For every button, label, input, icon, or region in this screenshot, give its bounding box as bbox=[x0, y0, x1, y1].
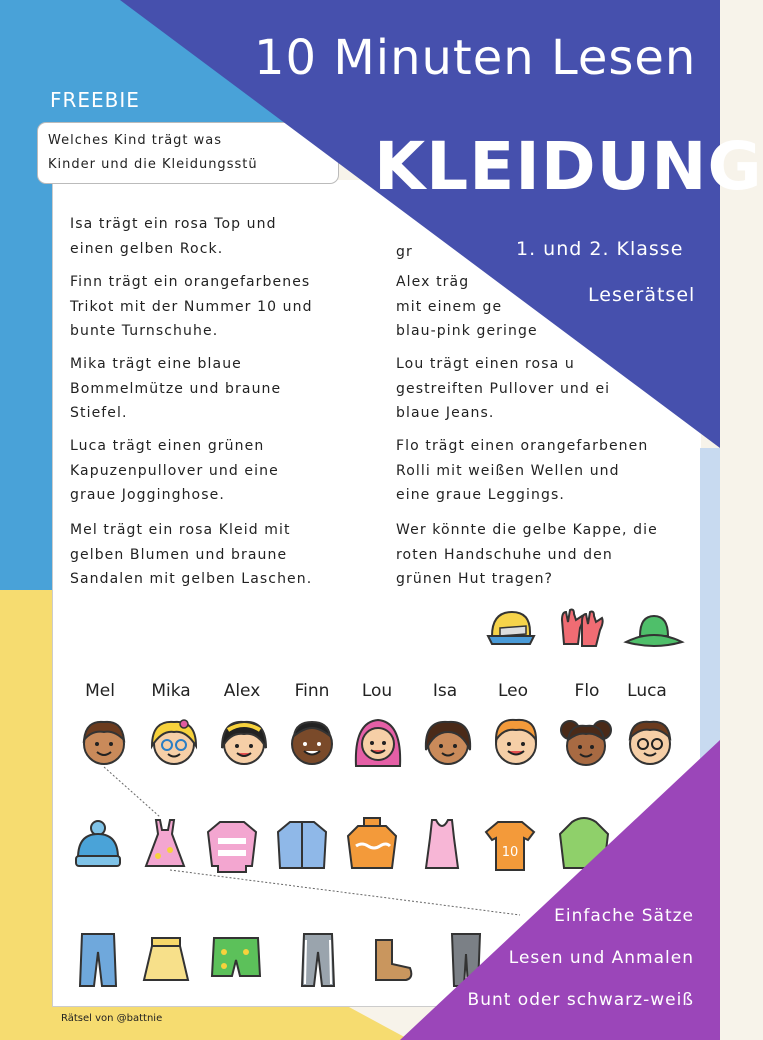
paragraph-mika: Mika trägt eine blaue Bommelmütze und braune Stiefel. bbox=[70, 356, 282, 421]
jersey-number: 10 bbox=[501, 845, 519, 860]
credit-text: Rätsel von @battnie bbox=[61, 1013, 163, 1024]
grade-label: 1. und 2. Klasse bbox=[516, 238, 684, 260]
child-name-lou: Lou bbox=[361, 681, 393, 701]
child-name-mel: Mel bbox=[85, 681, 115, 701]
paragraph-fragment: gr bbox=[396, 244, 413, 260]
child-name-mika: Mika bbox=[151, 681, 191, 701]
subject-title: KLEIDUNG bbox=[374, 128, 763, 205]
type-label: Leserätsel bbox=[588, 284, 696, 306]
child-name-alex: Alex bbox=[223, 681, 261, 701]
paragraph-alex: Alex träg mit einem ge blau-pink geringe bbox=[396, 274, 538, 339]
freebie-label: FREEBIE bbox=[50, 88, 140, 112]
paragraph-finn: Finn trägt ein orangefarbenes Trikot mit der Nummer 10 und bunte Turnschuhe. bbox=[70, 274, 313, 339]
child-name-isa: Isa bbox=[432, 681, 458, 701]
main-title: 10 Minuten Lesen bbox=[254, 30, 697, 86]
feature-color-or-bw: Bunt oder schwarz-weiß bbox=[467, 990, 694, 1010]
feature-read-and-color: Lesen und Anmalen bbox=[508, 948, 694, 968]
child-name-flo: Flo bbox=[574, 681, 600, 701]
feature-simple-sentences: Einfache Sätze bbox=[554, 906, 694, 926]
child-name-luca: Luca bbox=[627, 681, 667, 701]
paragraph-lou: Lou trägt einen rosa u gestreiften Pullover und ei blaue Jeans. bbox=[396, 356, 611, 421]
paragraph-mel: Mel trägt ein rosa Kleid mit gelben Blumen und braune Sandalen mit gelben Laschen. bbox=[70, 522, 313, 587]
paragraph-question: Wer könnte die gelbe Kappe, die roten Handschuhe und den grünen Hut tragen? bbox=[396, 522, 658, 587]
paragraph-isa: Isa trägt ein rosa Top und einen gelben Rock. bbox=[70, 216, 277, 257]
question-line-1: Welches Kind trägt was bbox=[48, 133, 223, 148]
paragraph-luca: Luca trägt einen grünen Kapuzenpullover und eine graue Jogginghose. bbox=[70, 438, 279, 503]
child-name-leo: Leo bbox=[497, 681, 529, 701]
question-line-2: Kinder und die Kleidungsstü bbox=[48, 157, 258, 172]
paragraph-flo: Flo trägt einen orangefarbenen Rolli mit weißen Wellen und eine graue Leggings. bbox=[396, 438, 649, 503]
child-name-finn: Finn bbox=[294, 681, 330, 701]
